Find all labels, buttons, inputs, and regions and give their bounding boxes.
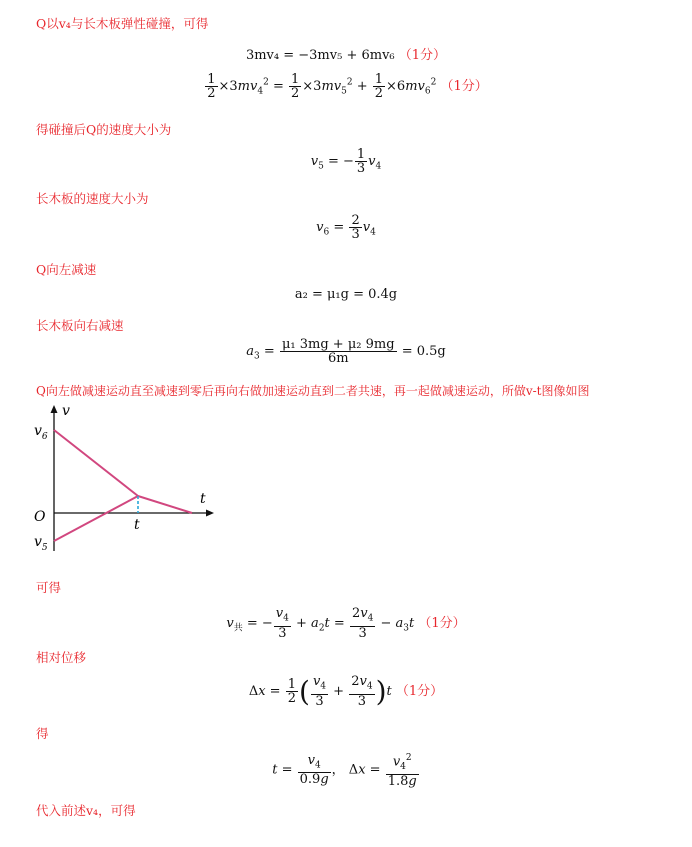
- text-line-5: 长木板向右减速: [36, 318, 124, 333]
- score-4: （1分）: [395, 684, 444, 699]
- equation-a3-numerator: μ₁ 3mg + μ₂ 9mg: [281, 337, 395, 352]
- label-t-mark: t: [134, 517, 140, 533]
- text-line-1: Q以v₄与长木板弹性碰撞，可得: [36, 16, 209, 31]
- v-axis-arrow: [51, 405, 58, 413]
- text-line-8: 相对位移: [36, 650, 87, 665]
- label-v6: $v_6$: [34, 423, 48, 442]
- text-line-9: 得: [36, 726, 49, 741]
- t-axis-arrow: [206, 510, 214, 517]
- equation-a2: [0, 287, 692, 302]
- equation-a3-denominator: 6m: [327, 351, 349, 366]
- label-v: v: [62, 403, 70, 419]
- text-line-4: Q向左减速: [36, 262, 97, 277]
- equation-momentum: [0, 44, 692, 63]
- equation-vcommon: $v_共$ = − $\frac{v_4}{3}$ + $a_2t$ = $\frac{2v_4}{3}$ − $a_3t$ （1分）: [226, 606, 466, 641]
- equation-v5: $v_5$ = − $\frac{1}{3}$ $v_4$: [310, 147, 382, 176]
- label-origin: O: [34, 509, 46, 525]
- q-line: [54, 496, 138, 541]
- score-2: （1分）: [440, 79, 488, 94]
- plank-line: [54, 430, 138, 496]
- score-3: （1分）: [418, 615, 466, 631]
- equation-momentum-text: 3mv₄ = −3mv₅ + 6mv₆: [245, 48, 395, 63]
- text-line-3: 长木板的速度大小为: [36, 191, 149, 206]
- score-1: （1分）: [398, 48, 447, 63]
- equation-a2-text: a₂ = μ₁g = 0.4g: [294, 287, 398, 302]
- text-line-2: 得碰撞后Q的速度大小为: [36, 122, 172, 137]
- equation-t-dx: t = $\frac{v_4}{0.9g}$ ， Δx = $\frac{v_4^2}{1.8g}$: [272, 752, 417, 789]
- vt-graph: [30, 403, 220, 563]
- label-t-axis: t: [200, 491, 206, 507]
- text-line-6: Q向左做减速运动直至减速到零后再向右做加速运动直到二者共速，再一起做减速运动，所做v-t图像如图: [36, 384, 590, 398]
- text-line-7: 可得: [36, 580, 62, 595]
- equation-a3: $a_3$ = $\frac{\text{μ₁ 3mg + μ₂ 9mg}}{6m}$ = 0.5g: [246, 337, 446, 366]
- equation-v6: $v_6$ = $\frac{2}{3}$ $v_4$: [316, 213, 376, 242]
- label-v5: $v_5$: [34, 534, 48, 553]
- equation-a3-result: = 0.5g: [401, 344, 446, 359]
- equation-energy: $\frac{1}{2}$ $\times 3mv_4^2$ = $\frac{1}{2}$ $\times 3mv_5^2$ + $\frac{1}{2}$ $\times 6mv_6^2$ （1分）: [207, 72, 488, 101]
- text-line-10: 代入前述v₄，可得: [36, 803, 136, 818]
- common-line: [138, 496, 192, 513]
- equation-dx: Δx = $\frac{1}{2}$ ( $\frac{v_4}{3}$ + $\frac{2v_4}{3}$ )t （1分）: [248, 674, 444, 709]
